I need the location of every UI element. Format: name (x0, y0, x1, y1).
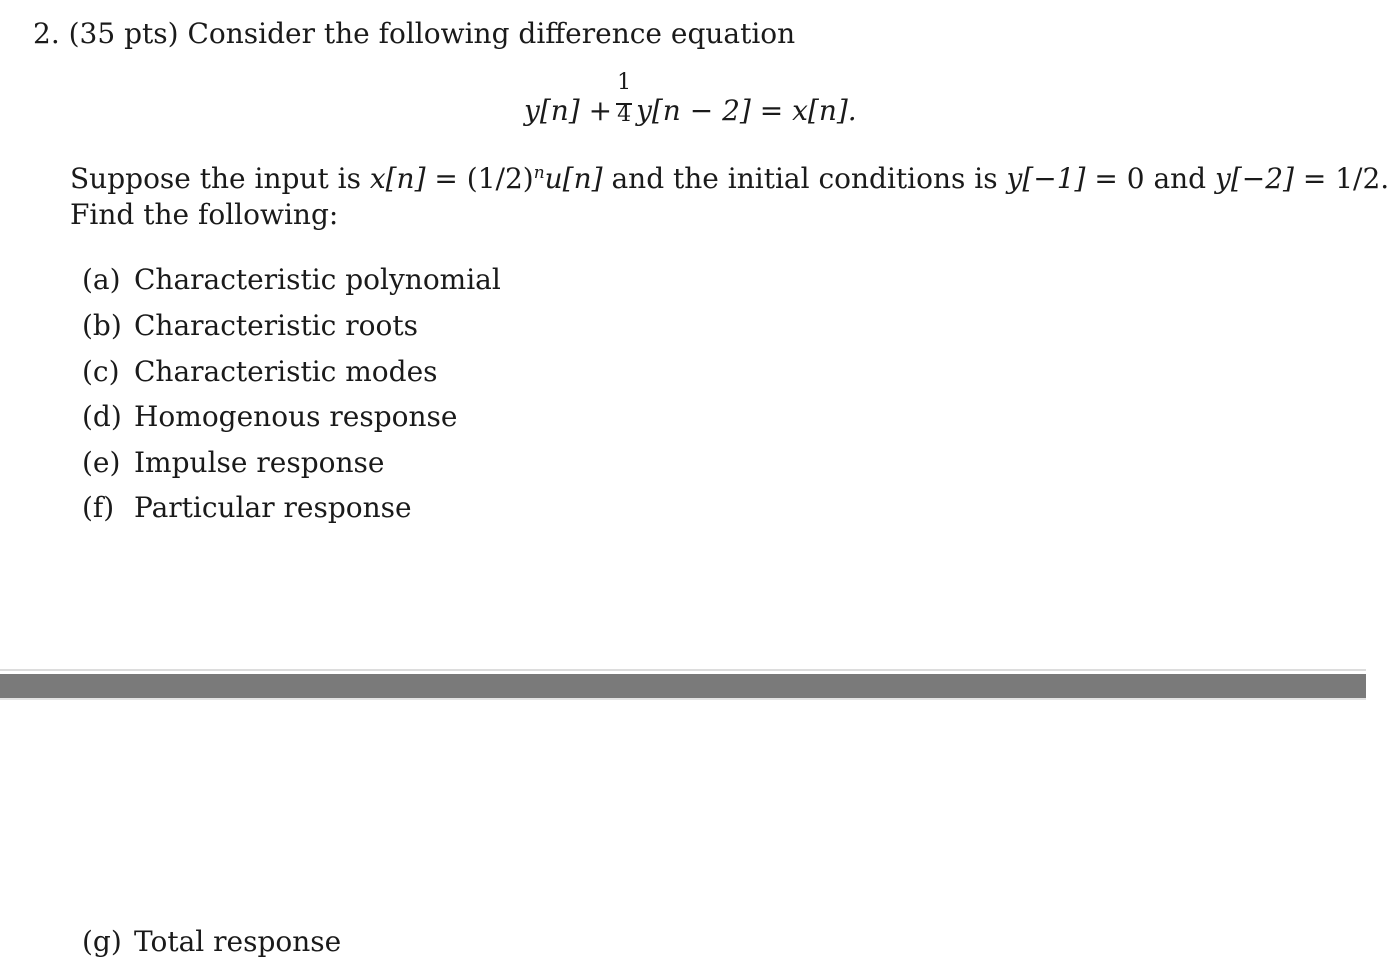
part-d-text: Homogenous response (134, 400, 458, 433)
problem-header (33, 17, 796, 50)
suppose-text-2: = (1/2) (425, 162, 534, 195)
part-f-text: Particular response (134, 491, 412, 524)
suppose-text-3: and the initial conditions is (602, 162, 1007, 195)
part-b-text: Characteristic roots (134, 309, 418, 342)
equation-fraction (616, 70, 632, 127)
difference-equation (524, 70, 857, 127)
part-e-text: Impulse response (134, 446, 385, 479)
suppose-text-5: = 1/2. (1293, 162, 1389, 195)
initial-condition-1: y[−1] (1006, 162, 1086, 195)
suppose-statement (70, 162, 1389, 195)
part-b-label: (b) (82, 309, 122, 342)
fraction-denominator: 4 (617, 102, 632, 127)
problem-points: (35 pts) (68, 17, 179, 50)
part-a-label: (a) (82, 263, 121, 296)
find-following: Find the following: (70, 198, 339, 231)
part-e-label: (e) (82, 446, 121, 479)
initial-condition-2: y[−2] (1215, 162, 1294, 195)
suppose-text-4: = 0 and (1085, 162, 1215, 195)
divider-edge-top (0, 669, 1366, 671)
part-g-label: (g) (82, 925, 122, 958)
problem-number: 2. (33, 17, 60, 50)
equation-lhs-start: y[n] + (524, 94, 613, 127)
divider-edge-bottom (0, 698, 1366, 700)
unit-step: u[n] (544, 162, 603, 195)
page-divider (0, 674, 1366, 698)
equation-lhs-end: y[n − 2] = x[n]. (636, 94, 857, 127)
input-signal: x[n] (369, 162, 426, 195)
part-f-label: (f) (82, 491, 115, 524)
suppose-text-1: Suppose the input is (70, 162, 370, 195)
fraction-numerator: 1 (617, 70, 632, 95)
part-c-text: Characteristic modes (134, 355, 438, 388)
part-a-text: Characteristic polynomial (134, 263, 501, 296)
problem-intro: Consider the following difference equation (187, 17, 796, 50)
exponent-n: n (533, 163, 545, 183)
part-c-label: (c) (82, 355, 120, 388)
part-g-text: Total response (134, 925, 342, 958)
part-d-label: (d) (82, 400, 122, 433)
